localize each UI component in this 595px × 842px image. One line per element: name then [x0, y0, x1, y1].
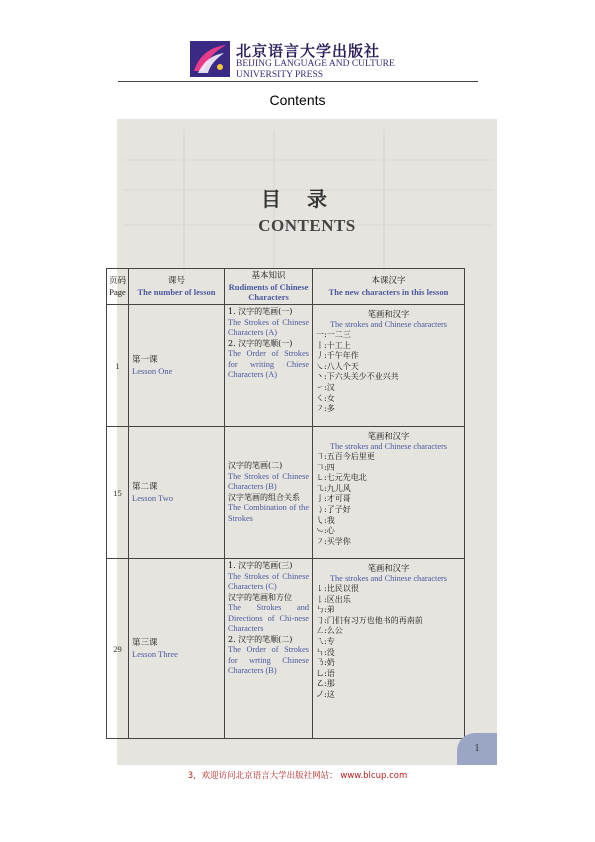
publisher-brand: [236, 43, 395, 81]
header-divider: [118, 81, 478, 82]
header-page: 页码 Page: [107, 269, 129, 305]
table-header-row: [107, 269, 465, 305]
lesson-cell: 第二课 Lesson Two: [129, 427, 225, 559]
table-row: [107, 427, 465, 559]
stroke-item: 丿:千午年作: [316, 351, 359, 361]
publisher-name-en-line2: UNIVERSITY PRESS: [236, 70, 324, 80]
stroke-item: ㇉:弟: [316, 605, 335, 615]
characters-cell: 笔画和汉字 The strokes and Chinese characters ㇙:比民以很 𠄌:区出乐 ㇉:弟 ㇆:门们有习万也他书的再南前 ㇜:么公 ㇝:专 ㇞:没 ㇡:奶 ㇟:语 ㇠:那 ㇢:这: [313, 559, 465, 739]
page-number-tab: 1: [457, 733, 497, 765]
knowledge-cell: 1. 汉字的笔画(三) The Strokes of Chinese Characters (C) 汉字的笔画和方位 The Strokes and Directions of Chi-nese Characters 2. 汉字的笔顺(二) The Order of Strokes for wrting Chinese Characters (B): [225, 559, 313, 739]
publisher-logo-icon: [190, 41, 230, 77]
header-knowledge: 基本知识 Rudiments of Chinese Characters: [225, 269, 313, 305]
page-heading: Contents: [269, 92, 326, 108]
stroke-item: ㇕:五百今后里更: [316, 452, 375, 461]
stroke-item: ㇝:专: [316, 636, 335, 646]
footer-link-text[interactable]: 3，欢迎访问北京语言大学出版社网站： www.blcup.com: [187, 771, 408, 781]
table-row: [107, 305, 465, 427]
page-cell: 29: [107, 559, 129, 739]
stroke-item: ㇡:奶: [316, 658, 335, 668]
stroke-item: ㇈:九儿风: [316, 483, 351, 493]
stroke-item: ㇏:八人个天: [316, 361, 359, 371]
publisher-name-cn: 北京语言大学出版社: [236, 42, 381, 60]
stroke-item: 丨:十工上: [316, 340, 351, 350]
stroke-item: 丶:下六头关少不业兴共: [316, 372, 399, 382]
stroke-item: ㇙:比民以很: [316, 584, 359, 593]
stroke-item: ㇞:没: [316, 647, 335, 657]
contents-table: [106, 268, 465, 739]
stroke-item: ㇇:买学你: [316, 536, 351, 546]
stroke-item: ㇀:汉: [316, 382, 335, 392]
knowledge-cell: 汉字的笔画(二) The Strokes of Chinese Characters (B) 汉字笔画的组合关系 The Combination of the Strokes: [225, 427, 313, 559]
characters-cell: 笔画和汉字 The strokes and Chinese characters ㇕:五百今后里更 𠃍:四 ㇄:七元先电北 ㇈:九儿风 亅:才可哥 ㇁:了子好 ㇂:我 ㇃:心 ㇇:买学你: [313, 427, 465, 559]
stroke-item: ㇄:七元先电北: [316, 473, 367, 483]
stroke-item: ㇟:语: [316, 668, 335, 678]
characters-cell: 笔画和汉字 The strokes and Chinese characters 一:一二三 丨:十工上 丿:千午年作 ㇏:八人个天 丶:下六头关少不业兴共 ㇀:汉 ㇛:女 ㇇:多: [313, 305, 465, 427]
stroke-item: 𠄌:区出乐: [316, 594, 351, 604]
stroke-item: ㇜:么公: [316, 626, 343, 636]
lesson-cell: 第三课 Lesson Three: [129, 559, 225, 739]
book-title-en: CONTENTS: [258, 216, 356, 235]
stroke-item: 一:一二三: [316, 330, 351, 339]
page-cell: 1: [107, 305, 129, 427]
knowledge-cell: 1. 汉字的笔画(一) The Strokes of Chinese Characters (A) 2. 汉字的笔顺(一) The Order of Strokes for writing Chiese Characters (A): [225, 305, 313, 427]
stroke-item: ㇠:那: [316, 679, 335, 689]
lesson-cell: 第一课 Lesson One: [129, 305, 225, 427]
stroke-item: 𠃍:四: [316, 462, 335, 472]
stroke-item: ㇇:多: [316, 404, 335, 414]
stroke-item: ㇃:心: [316, 526, 335, 536]
stroke-item: ㇛:女: [316, 393, 335, 403]
publisher-name-en-line1: BEIJING LANGUAGE AND CULTURE: [236, 59, 395, 69]
page-cell: 15: [107, 427, 129, 559]
stroke-item: 亅:才可哥: [316, 494, 351, 504]
header-characters: 本课汉字 The new characters in this lesson: [313, 269, 465, 305]
stroke-item: ㇁:了子好: [316, 504, 351, 514]
stroke-item: ㇆:门们有习万也他书的再南前: [316, 615, 423, 625]
stroke-item: ㇂:我: [316, 515, 335, 525]
table-row: [107, 559, 465, 739]
book-title-cn: 目录: [261, 187, 353, 211]
stroke-item: ㇢:这: [316, 689, 335, 699]
header-lesson: 课号 The number of lesson: [129, 269, 225, 305]
